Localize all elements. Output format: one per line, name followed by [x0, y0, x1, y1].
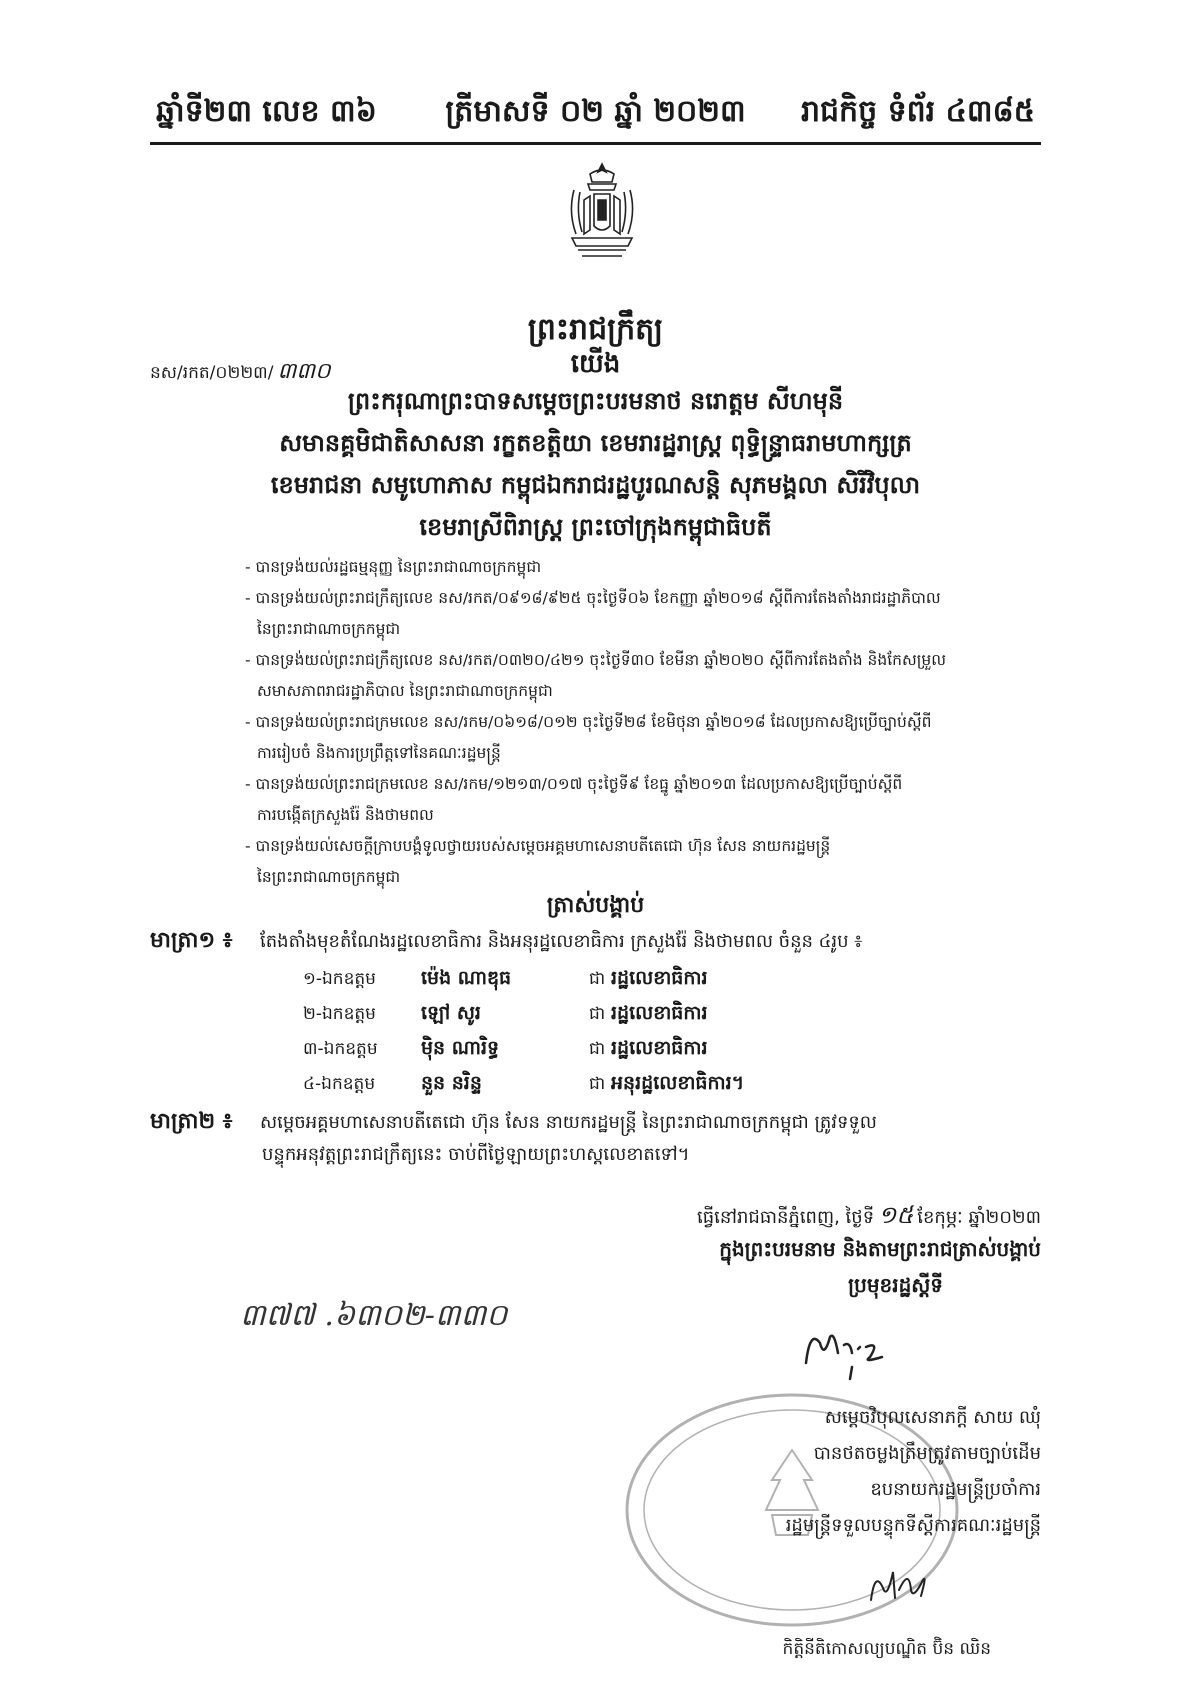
consideration-continuation: ការបង្កើតក្រសួងរ៉ែ និងថាមពល — [257, 806, 434, 824]
signer-name: សម្តេចវិបុលសេនាភក្តី សាយ ឈុំ — [824, 1407, 1041, 1428]
header-page-number: រាជកិច្ច ទំព័រ ៤៣៨៥ — [800, 94, 1035, 129]
signer-block — [786, 1400, 1041, 1544]
consideration-item — [245, 769, 1055, 831]
king-title-line: ខេមរាជនា សមូហោភាស កម្ពុជឯករាជរដ្ឋបូរណសន្តិ សុភមង្គលា សិរីវិបុលា — [270, 471, 921, 499]
consideration-text: - បានទ្រង់យល់ព្រះរាជក្រឹត្យលេខ នស/រកត/០៩១៨/៩២៥ ចុះថ្ងៃទី០៦ ខែកញ្ញា ឆ្នាំ២០១៨ ស្តីពីការតែងតាំងរាជរដ្ឋាភិបាល — [245, 589, 941, 607]
appointee-rank: ២-ឯកឧត្តម — [303, 1004, 376, 1024]
appointee-as: ជា — [589, 1004, 606, 1024]
consideration-text: - បានទ្រង់យល់សេចក្តីក្រាបបង្គំទូលថ្វាយរបស់សម្តេចអគ្គមហាសេនាបតីតេជោ ហ៊ុន សែន នាយករដ្ឋមន្ត្រី — [245, 837, 831, 855]
article-text: សម្តេចអគ្គមហាសេនាបតីតេជោ ហ៊ុន សែន នាយករដ្ឋមន្ត្រី នៃព្រះរាជាណាចក្រកម្ពុជា ត្រូវទទួល — [260, 1112, 877, 1133]
appointee-name: នួន នរិន្ទ — [421, 1072, 482, 1094]
article-1 — [150, 926, 1050, 958]
appointee-role: រដ្ឋលេខាធិការ — [611, 1002, 708, 1024]
consideration-item — [245, 707, 1055, 769]
header-divider — [150, 142, 1041, 145]
appointee-role: អនុរដ្ឋលេខាធិការ។ — [611, 1072, 745, 1094]
appointee-as: ជា — [589, 1039, 606, 1059]
signature-mark — [800, 1323, 900, 1383]
header-quarter: ត្រីមាសទី ០២ ឆ្នាំ ២០២៣ — [445, 94, 746, 129]
reference-number: នស/រកត/០២២៣/ — [150, 363, 274, 383]
appointee-name: ម៉ិន ណារិទ្ធ — [421, 1037, 500, 1059]
appointee-rank: ៤-ឯកឧត្តម — [303, 1074, 376, 1094]
appointee-role: រដ្ឋលេខាធិការ — [611, 967, 708, 989]
consideration-text: - បានទ្រង់យល់ព្រះរាជក្រមលេខ នស/រកម/០៦១៨/០១២ ចុះថ្ងៃទី២៨ ខែមិថុនា ឆ្នាំ២០១៨ ដែលប្រកាសឱ្យប្រើច្បាប់ស្តីពី — [245, 713, 932, 731]
by-order-line: ក្នុងព្រះបរមនាម និងតាមព្រះរាជត្រាស់បង្គាប់ — [719, 1237, 1041, 1261]
attestation-line: កិត្តិនីតិកោសល្យបណ្ឌិត ប៊ិន ឈិន — [782, 1639, 991, 1659]
article-text: តែងតាំងមុខតំណែងរដ្ឋលេខាធិការ និងអនុរដ្ឋលេខាធិការ ក្រសួងរ៉ែ និងថាមពល ចំនួន ៤រូប ៖ — [260, 931, 863, 952]
appointee-as: ជា — [589, 1074, 606, 1094]
consideration-text: - បានទ្រង់យល់ព្រះរាជក្រឹត្យលេខ នស/រកត/០៣២០/៤២១ ចុះថ្ងៃទី៣០ ខែមីនា ឆ្នាំ២០២០ ស្តីពីការតែងតាំង និងកែសម្រួល — [245, 651, 946, 669]
we-heading: យើង — [570, 349, 621, 379]
consideration-text: - បានទ្រង់យល់ព្រះរាជក្រមលេខ នស/រកម/១២១៣/០១៧ ចុះថ្ងៃទី៩ ខែធ្នូ ឆ្នាំ២០១៣ ដែលប្រកាសឱ្យប្រើច្បាប់ស្តីពី — [245, 775, 903, 793]
royal-emblem-icon — [560, 160, 644, 265]
appointee-row — [303, 1071, 744, 1106]
appointee-row — [303, 966, 744, 1001]
consideration-continuation: សមាសភាពរាជរដ្ឋាភិបាល នៃព្រះរាជាណាចក្រកម្ពុជា — [257, 682, 553, 700]
king-title-line: ខេមរាស្រីពិរាស្ត្រ ព្រះចៅក្រុងកម្ពុជាធិបតី — [419, 513, 772, 541]
king-titles — [150, 380, 1041, 548]
reference-handwritten: ៣៣០ — [277, 359, 331, 384]
king-title-line: សមានគ្គមិជាតិសាសនា រក្ខតខត្តិយា ខេមរារដ្ឋរាស្ត្រ ពុទ្ធិន្ទ្រាធរាមហាក្សត្រ — [279, 429, 912, 457]
king-title-line: ព្រះករុណាព្រះបាទសម្តេចព្រះបរមនាថ នរោត្តម សីហមុនី — [347, 387, 844, 415]
decides-heading: ត្រាស់បង្គាប់ — [546, 893, 645, 918]
decree-title: ព្រះរាជក្រឹត្យ — [527, 312, 664, 347]
signer-ministry: រដ្ឋមន្ត្រីទទួលបន្ទុកទីស្តីការគណៈរដ្ឋមន្ត្រី — [785, 1515, 1041, 1536]
dateline-place: ធ្វើនៅរាជធានីភ្នំពេញ, ថ្ងៃទី — [697, 1207, 875, 1228]
appointee-row — [303, 1036, 744, 1071]
article-2-continuation: បន្ទុកអនុវត្តព្រះរាជក្រឹត្យនេះ ចាប់ពីថ្ងៃឡាយព្រះហស្តលេខាតទៅ។ — [262, 1144, 690, 1165]
appointee-list — [303, 966, 744, 1106]
consideration-item — [245, 583, 1055, 645]
dateline — [697, 1200, 1041, 1235]
considerations-list — [245, 552, 1055, 893]
handwritten-registration-note: ៣៧៧ .៦៣០២-៣៣០ — [240, 1298, 508, 1333]
appointee-name: ឡៅ សូរ — [421, 1002, 481, 1024]
acting-head-of-state: ប្រមុខរដ្ឋស្តីទី — [848, 1273, 943, 1297]
consideration-item — [245, 831, 1055, 893]
appointee-as: ជា — [589, 969, 606, 989]
article-label: មាត្រា២ ៖ — [150, 1109, 233, 1134]
dateline-month-year: ខែកុម្ភៈ ឆ្នាំ២០២៣ — [917, 1207, 1041, 1228]
countersignature-mark — [865, 1560, 935, 1610]
consideration-item — [245, 552, 1055, 583]
appointee-role: រដ្ឋលេខាធិការ — [611, 1037, 708, 1059]
consideration-continuation: ការរៀបចំ និងការប្រព្រឹត្តទៅនៃគណៈរដ្ឋមន្ត្រី — [257, 744, 501, 762]
consideration-text: - បានទ្រង់យល់រដ្ឋធម្មនុញ្ញ នៃព្រះរាជាណាចក្រកម្ពុជា — [245, 558, 542, 576]
appointee-rank: ៣-ឯកឧត្តម — [303, 1039, 378, 1059]
consideration-continuation: នៃព្រះរាជាណាចក្រកម្ពុជា — [257, 868, 401, 886]
appointee-rank: ១-ឯកឧត្តម — [303, 969, 376, 989]
appointee-row — [303, 1001, 744, 1036]
header-issue: ឆ្នាំទី២៣ លេខ ៣៦ — [156, 94, 377, 129]
consideration-item — [245, 645, 1055, 707]
appointee-name: ម៉េង ណាឌុធ — [421, 967, 512, 989]
article-label: មាត្រា១ ៖ — [150, 928, 233, 953]
certified-copy-line: បានថតចម្លងត្រឹមត្រូវតាមច្បាប់ដើម — [813, 1443, 1041, 1464]
consideration-continuation: នៃព្រះរាជាណាចក្រកម្ពុជា — [257, 620, 401, 638]
article-2 — [150, 1107, 1050, 1139]
dateline-day-handwritten: ១៥ — [878, 1201, 914, 1229]
signer-position: ឧបនាយករដ្ឋមន្ត្រីប្រចាំការ — [870, 1479, 1041, 1500]
